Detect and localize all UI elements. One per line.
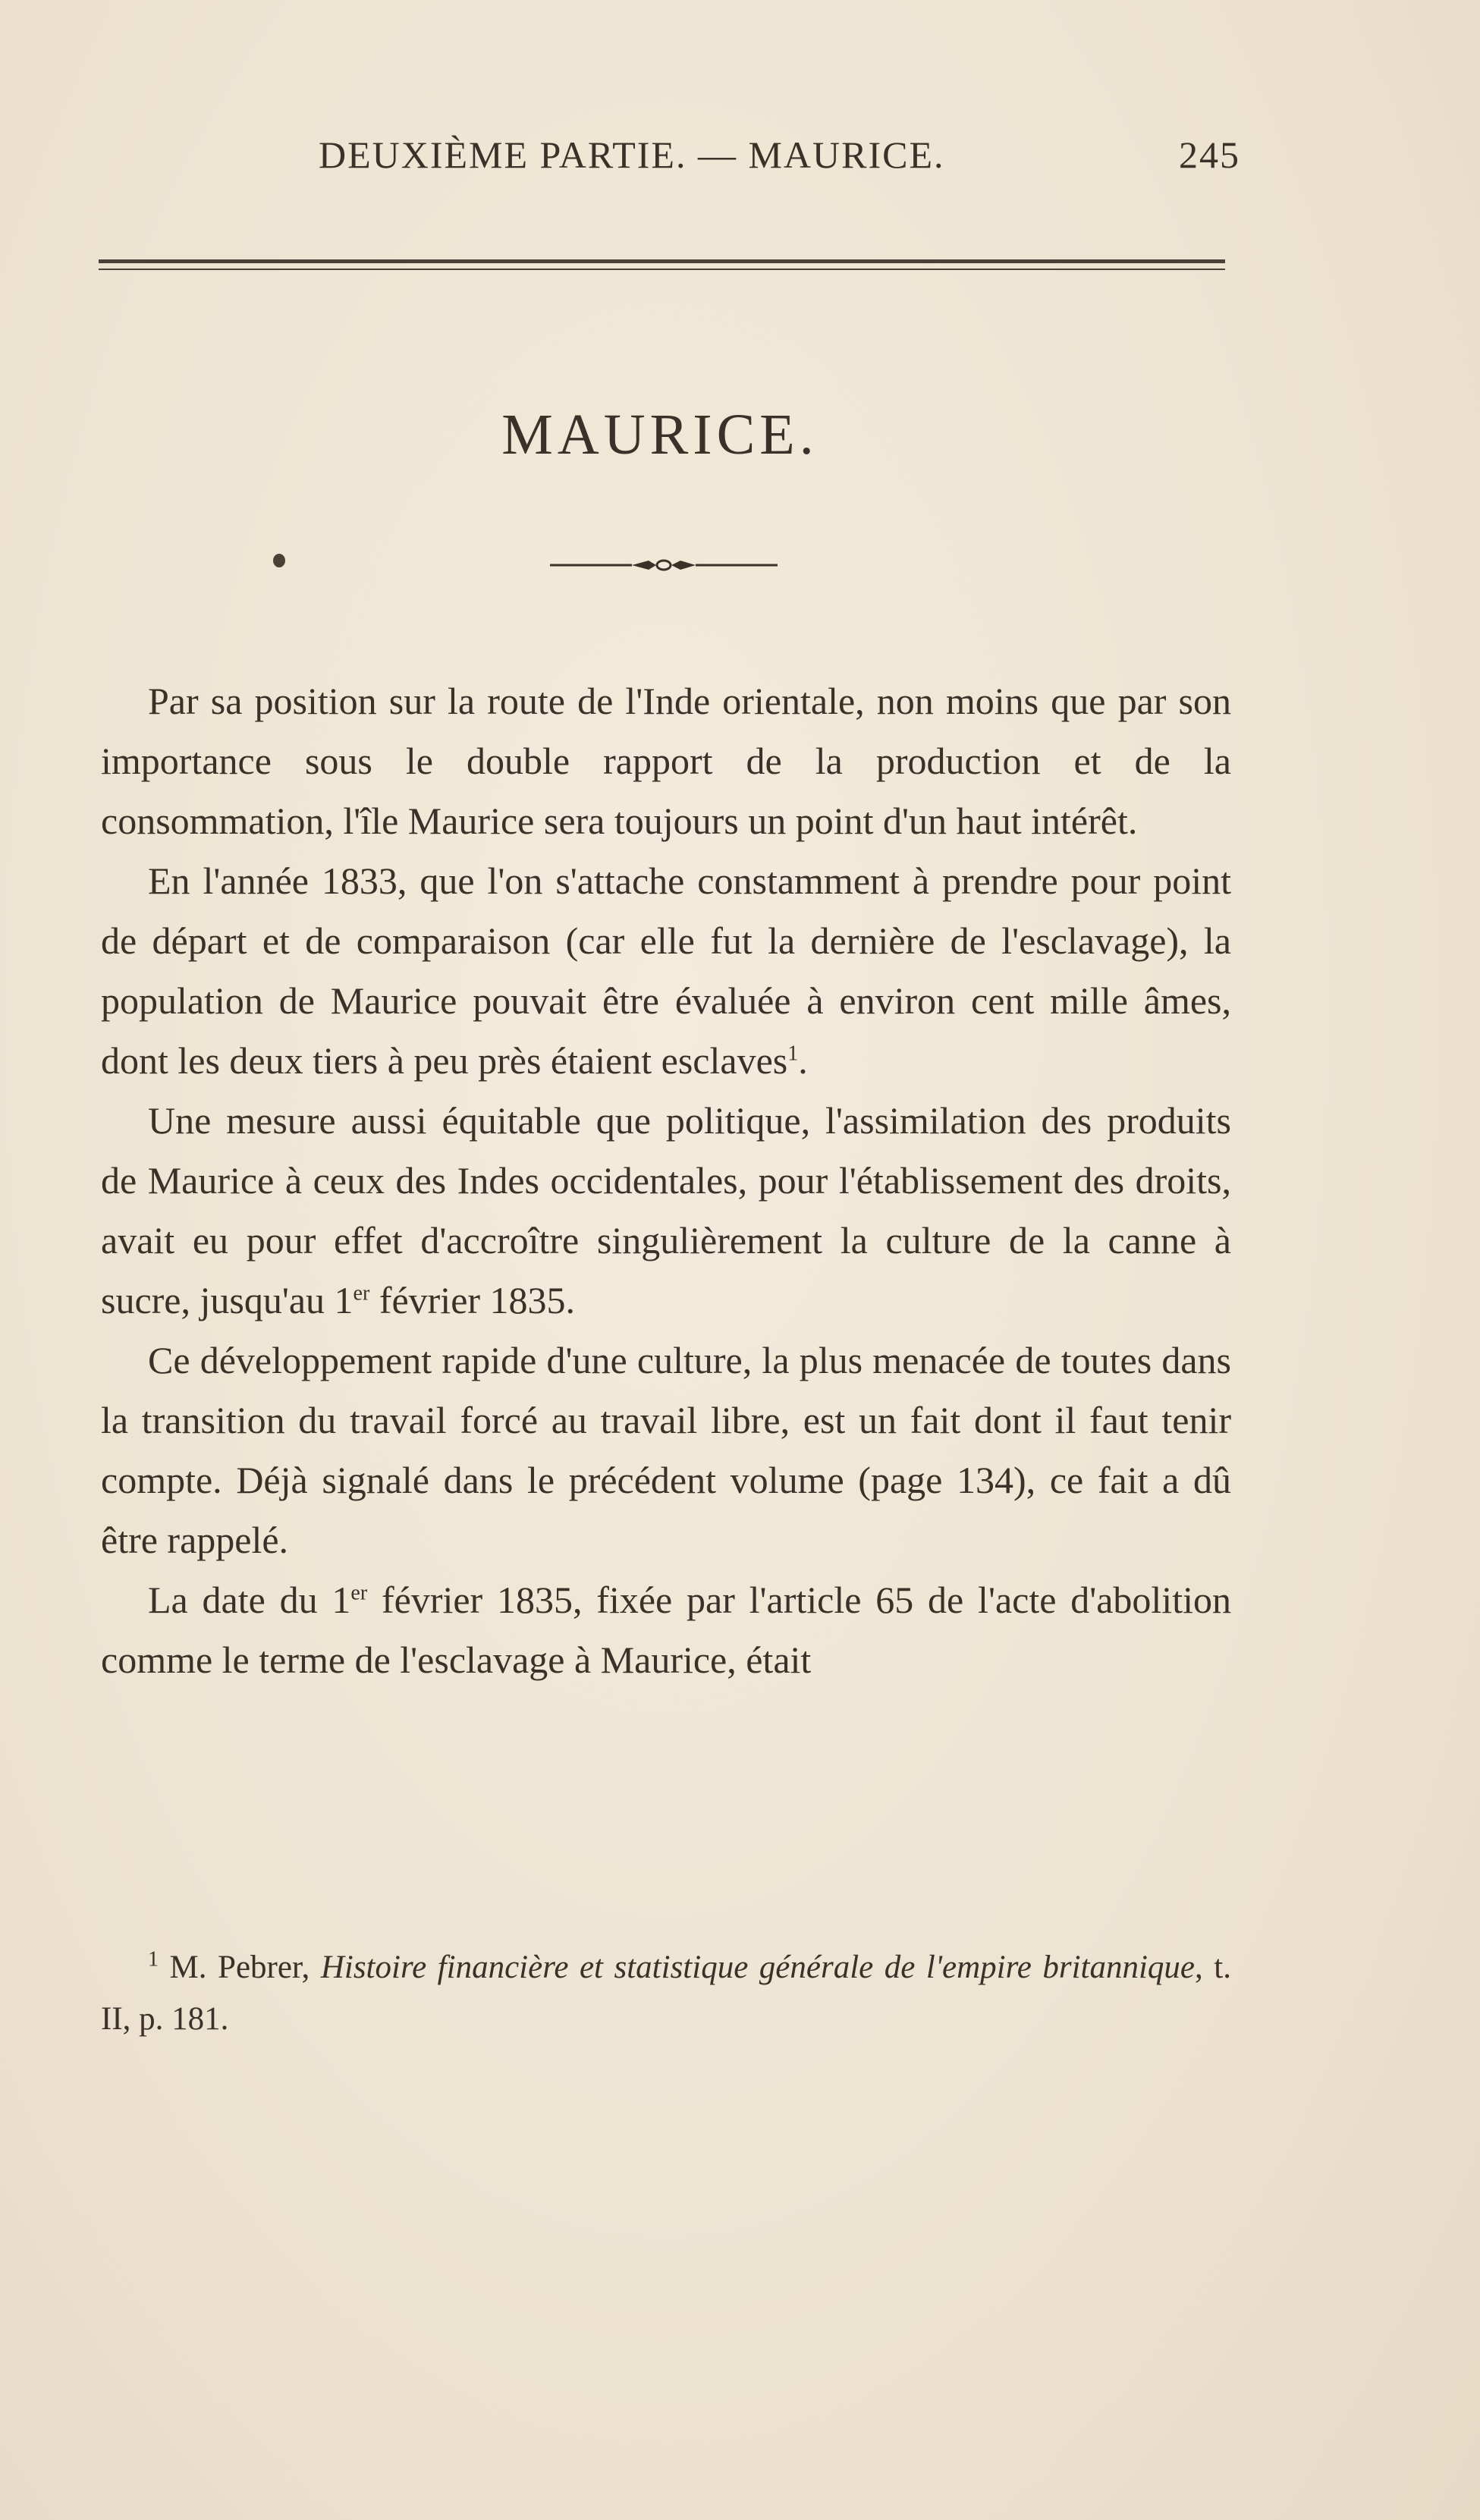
footnote-ref: 1 [787,1042,799,1066]
cited-work: Histoire financière et statistique générale de l'empire britannique [320,1950,1196,1985]
page-number: 245 [1179,134,1240,176]
body-text [101,671,1231,1690]
header-rule [99,259,1225,270]
paragraph: Par sa position sur la route de l'Inde orientale, non moins que par son importance sous le double rapport de la production et de la consommation, l'île Maurice sera toujours un point d'un haut intérêt. [101,680,1231,842]
running-header [319,133,1240,193]
chapter-title: MAURICE. [501,403,819,467]
paragraph: Ce développement rapide d'une culture, la plus menacée de toutes dans la transition du travail forcé au travail libre, est un fait dont il faut tenir compte. Déjà signalé dans le précédent volume (page 134), ce fait a dû être rappelé. [101,1339,1231,1561]
ornament-divider-icon [550,550,778,580]
running-title: DEUXIÈME PARTIE. — MAURICE. [319,134,945,176]
footnote-marker: 1 [148,1947,159,1972]
paragraph: En l'année 1833, que l'on s'attache constamment à prendre pour point de départ et de comparaison (car elle fut la dernière de l'esclavage), la population de Maurice pouvait être évaluée à environ cent mille âmes, dont les deux tiers à peu près étaient esclaves$^1$. [101,859,1231,1082]
paragraph: Une mesure aussi équitable que politique, l'assimilation des produits de Maurice à ceux des Indes occidentales, pour l'établissement des droits, avait eu pour effet d'accroître singulièrement la culture de la canne à sucre, jusqu'au 1er février 1835. [101,1099,1231,1321]
ink-spot [273,554,285,567]
paragraph: La date du 1er février 1835, fixée par l'article 65 de l'acte d'abolition comme le terme de l'esclavage à Maurice, était [101,1579,1231,1681]
footnote: $^1$ M. Pebrer, Histoire financière et statistique générale de l'empire britannique, t. II, p. 181. [101,1947,1231,2037]
